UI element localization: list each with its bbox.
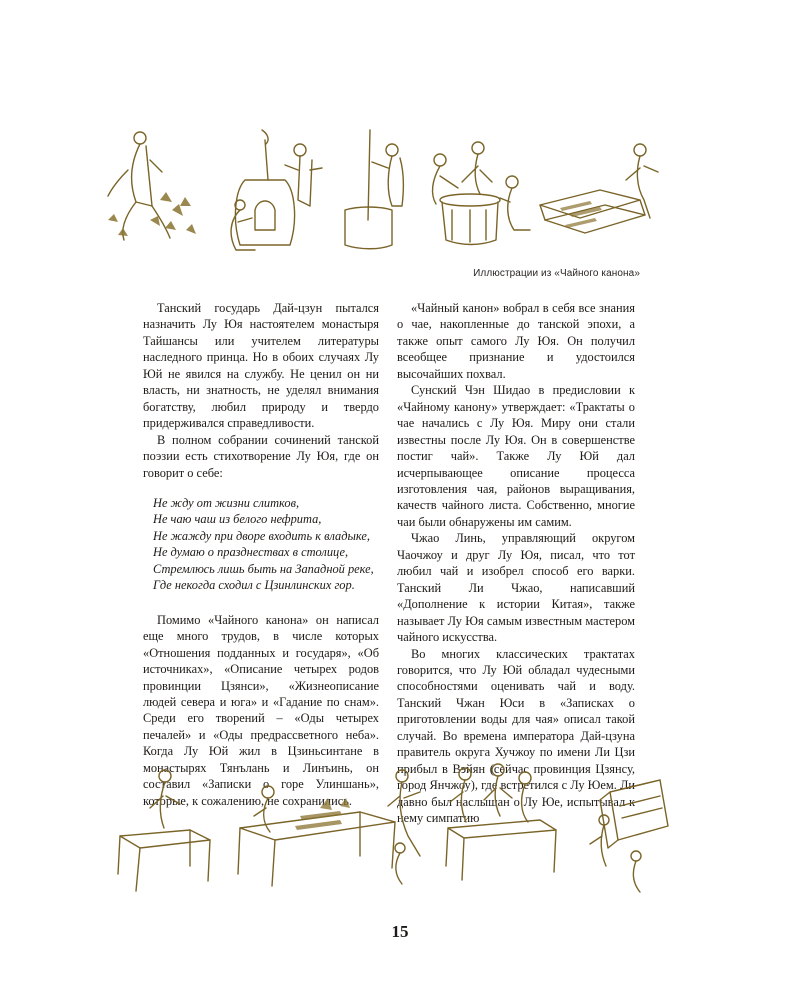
paragraph: Танский государь Дай-цзун пытался назначить Лу Юя настоятелем монастыря Тайшансы или учителем литературы наследного принца. Но в обоих случаях Лу Юй не явился на службу. Не ценил он ни власть, ни знатность, не уделял внимания богатству, любил природу и твердо придерживался справедливости. [143,301,379,431]
paragraph: «Чайный канон» вобрал в себя все знания о чае, накопленные до танской эпохи, а также опыт самого Лу Юя. Он получил всеобщее признание и удостоился высочайших похвал. [397,301,635,381]
poem-line: Где некогда сходил с Цзинлинских гор. [153,578,355,593]
poem-line: Не жду от жизни слитков, [153,495,300,510]
paragraph: Чжао Линь, управляющий округом Чаочжоу и друг Лу Юя, писал, что тот любил чай и изобрел способ его варки. Танский Ли Чжао, написавший «Дополнение к истории Китая», также называет Лу Юя самым известным мастером чайного искусства. [397,531,635,645]
tea-processing-drawing-bottom [0,756,800,906]
poem-line: Стремлюсь лишь быть на Западной реке, [153,561,374,576]
poem-line: Не думаю о празднествах в столице, [153,545,349,560]
paragraph: Помимо «Чайного канона» он написал еще много трудов, в числе которых «Отношения подданных и государя», «Об источниках», «Описание четырех родов провинции Цзянси», «Жизнеописание людей севера и юга» и «Гадание по снам». Среди его творений – «Оды четырех печалей» и «Оды предрассветного неба». Когда Лу Юй жил в Цзиньсинтане в монастырях Тянълань и Линъинь, он составил «Записки о горе Улиншань», которые, к сожалению, не сохранились. [143,612,379,808]
illustration-bottom [0,756,800,906]
illustration-top [0,110,800,260]
tea-processing-drawing-top [0,110,800,260]
poem [153,495,379,594]
paragraph: Во многих классических трактатах говорится, что Лу Юй обладал чудесными способностями оценивать чай и воду. Танский Чжан Юси в «Записках о приготовлении воды для чая» описал такой случай. Во времена императора Дай-цзуна правитель округа Хучжоу по имени Ли Цзи прибыл в Вэйян (сейчас провинция Цзянсу, город Янчжоу), где встретился с Лу Юем. Ли давно был наслышан о Лу Юе, испытывал к нему симпатию [397,646,635,826]
right-column [397,300,635,827]
paragraph: Сунский Чэн Шидао в предисловии к «Чайному канону» утверждает: «Трактаты о чае начались с Лу Юя. Миру они стали известны после Лу Юя. Он в совершенстве постиг чай». Также Лу Юй дал исчерпывающее описание процесса изготовления чая, районов выращивания, качеств чайного листа. Собственно, многие чаи были обнаружены им самим. [397,383,635,529]
page-number: 15 [391,922,409,941]
poem-line: Не жажду при дворе входить к владыке, [153,528,370,543]
poem-line: Не чаю чаш из белого нефрита, [153,512,322,527]
left-column [143,300,379,809]
paragraph: В полном собрании сочинений танской поэзии есть стихотворение Лу Юя, где он говорит о себе: [143,432,379,480]
illustration-caption: Иллюстрации из «Чайного канона» [473,268,640,279]
